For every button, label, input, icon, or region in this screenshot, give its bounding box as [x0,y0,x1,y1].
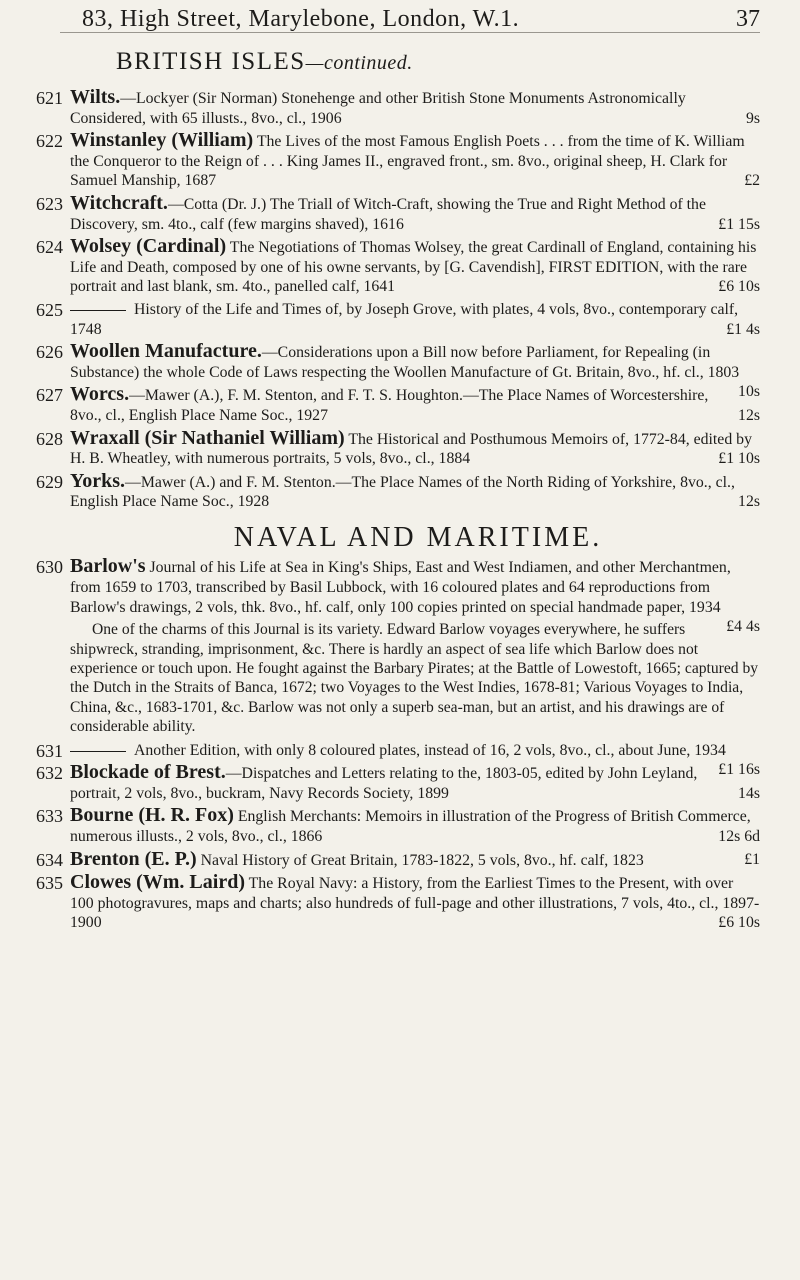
entry-price: 12s 6d [718,828,760,846]
entry-description: Another Edition, with only 8 coloured plates, instead of 16, 2 vols, 8vo., cl., about June, 1934 [134,741,726,759]
catalogue-entry [36,555,760,636]
entry-heading: Brenton (E. P.) [70,847,197,870]
entry-heading: Clowes (Wm. Laird) [70,871,245,894]
entry-description: The Lives of the most Famous English Poets . . . from the time of K. William the Conqueror to the Reign of . . . King James II., engraved front., sm. 8vo., original sheep, H. Clark for Samuel Manship, 1687 [70,133,745,190]
entry-price: £1 10s [718,450,760,468]
catalogue-entry [36,873,760,933]
entry-heading: Wilts. [70,86,121,108]
running-head [0,0,800,40]
catalogue-entry [36,426,760,469]
entry-description: —Considerations upon a Bill now before Parliament, for Repealing (in Substance) the whole Code of Laws respecting the Woollen Manufacture of Gt. Britain, 8vo., hf. cl., 1803 [70,344,740,381]
entry-description: —Dispatches and Letters relating to the, 1803-05, edited by John Leyland, portrait, 2 vols, 8vo., buckram, Navy Records Society, 1899 [70,765,698,802]
entry-number: 625 [36,299,63,320]
entry-price: £6 10s [718,278,760,296]
entry-price: £2 [744,172,760,190]
entry-heading: Bourne (H. R. Fox) [70,804,234,827]
entry-number: 626 [36,342,63,363]
entry-heading: Blockade of Brest. [70,761,226,784]
entry-price: 10s [738,383,760,401]
entry-price: 12s [738,406,760,424]
entry-number: 624 [36,237,63,258]
catalogue-entry [36,191,760,234]
ditto-rule [70,310,126,311]
entry-heading: Worcs. [70,383,130,406]
entry-number: 628 [36,428,63,449]
entry-description: —Mawer (A.), F. M. Stenton, and F. T. S. Houghton.—The Place Names of Worcestershire, 8vo., cl., English Place Name Soc., 1927 [70,387,709,424]
entry-heading: Woollen Manufacture. [70,340,262,363]
entry-number: 635 [36,873,63,894]
entry-heading: Witchcraft. [70,191,168,214]
catalogue-entry [36,469,760,512]
catalogue-entry [36,847,760,871]
entry-price: £1 15s [718,215,760,233]
entry-price: £6 10s [718,914,760,932]
catalogue-entry [36,385,760,425]
entry-description: The Royal Navy: a History, from the Earliest Times to the Present, with over 100 photogravures, maps and charts; also hundreds of full-page and other illustrations, 7 vols, 4to., cl., 1897-1900 [70,875,760,932]
entry-heading: Yorks. [70,469,126,492]
entry-number: 623 [36,193,63,214]
entry-description: —Cotta (Dr. J.) The Triall of Witch-Craft, showing the True and Right Method of the Discovery, sm. 4to., calf (few margins shaved), 1616 [70,195,706,233]
entry-heading: Winstanley (William) [70,129,254,152]
entry-description: —Mawer (A.) and F. M. Stenton.—The Place Names of the North Riding of Yorkshire, 8vo., cl., English Place Name Soc., 1928 [70,473,735,511]
catalogue-entry [36,300,760,339]
entry-description: Journal of his Life at Sea in King's Ships, East and West Indiamen, and other Merchantmen, from 1659 to 1703, transcribed by Basil Lubbock, with 16 coloured plates and 64 reproductions from Barlow's drawings, 2 vols, thk. 8vo., hf. calf, only 100 copies printed on special handmade paper, 1934 [70,559,731,616]
entry-list-naval [36,741,760,933]
entry-price: £1 [744,850,760,868]
entry-heading: Barlow's [70,555,146,578]
entry-number: 629 [36,471,63,492]
header-rule [60,32,760,33]
entry-note: One of the charms of this Journal is its variety. Edward Barlow voyages everywhere, he suffers shipwreck, stranding, imprisonment, &c. There is hardly an aspect of sea life which Barlow does not experience or touch upon. He fought against the Barbary Pirates; at the Battle of Lowestoft, 1665; captured by the Dutch in the Straits of Banca, 1672; two Voyages to the West Indies, 1678-81; Various Voyages to India, China, &c., 1683-1701, &c. Barlow was not only a superb sea-man, but an artist, and his drawings are of considerable ability. [70,621,759,736]
entry-price: 9s [745,109,760,127]
entry-number: 633 [36,806,63,827]
section-title [116,48,413,76]
entry-price: 12s [738,493,760,511]
entry-number: 630 [36,557,63,578]
address-header: 83, High Street, Marylebone, London, W.1. [82,6,520,32]
entry-number: 621 [36,88,63,108]
section-continued: —continued. [305,52,413,74]
entry-description: The Historical and Posthumous Memoirs of, 1772-84, edited by H. B. Wheatley, with numerous portraits, 5 vols, 8vo., cl., 1884 [70,430,752,468]
entry-heading: Wraxall (Sir Nathaniel William) [70,426,345,449]
catalogue-entry [36,763,760,803]
entry-description: English Merchants: Memoirs in illustration of the Progress of British Commerce, numerous illusts., 2 vols, 8vo., cl., 1866 [70,808,751,846]
catalogue-entry [36,131,760,191]
catalogue-entry [36,88,760,128]
entry-number: 634 [36,849,63,870]
entry-number: 627 [36,385,63,406]
entry-heading: Wolsey (Cardinal) [70,235,227,258]
entry-list-british-isles [36,88,760,512]
entry-price: 14s [738,784,760,802]
entry-price: £1 16s [718,761,760,779]
entry-price: £1 4s [726,320,760,338]
entry-description: Naval History of Great Britain, 1783-1822, 5 vols, 8vo., hf. calf, 1823 [196,851,644,869]
entry-number: 631 [36,740,63,761]
catalogue-entry [36,237,760,297]
ditto-rule [70,751,126,752]
entries [36,88,760,936]
entry-description: —Lockyer (Sir Norman) Stonehenge and other British Stone Monuments Astronomically Considered, with 65 illusts., 8vo., cl., 1906 [70,90,686,127]
entry-description: The Negotiations of Thomas Wolsey, the great Cardinall of England, containing his Life and Death, composed by one of his owne servants, by [G. Cavendish], FIRST EDITION, with the rare portrait and last blank, sm. 4to., panelled calf, 1641 [70,239,757,296]
naval-section-title: NAVAL AND MARITIME. [233,521,603,553]
entry-number: 632 [36,763,63,784]
entry-description: History of the Life and Times of, by Joseph Grove, with plates, 4 vols, 8vo., contemporary calf, 1748 [70,300,739,338]
section-title-text: BRITISH ISLES [116,48,306,75]
entry-price: £4 4s [726,618,760,636]
catalogue-entry [36,806,760,846]
entry-number: 622 [36,131,63,152]
page-number: 37 [736,6,760,32]
